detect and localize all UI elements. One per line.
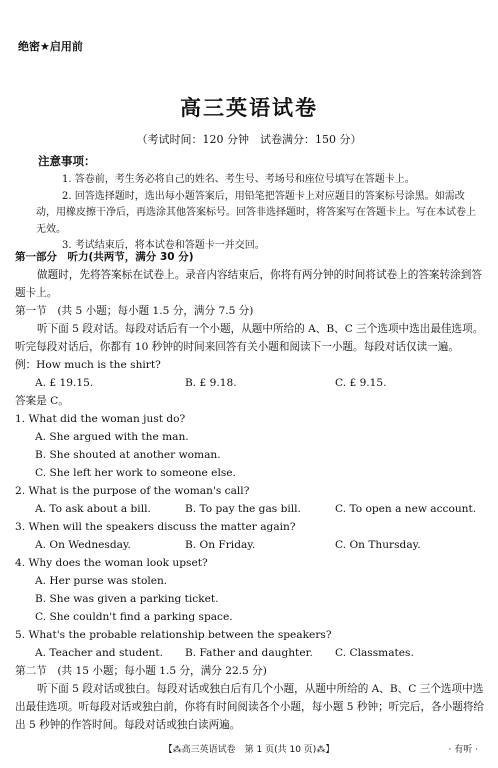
option-a: A. £ 19.15. xyxy=(35,377,94,389)
section2-heading: 第二节 (共 15 小题；每小题 1.5 分，满分 22.5 分) xyxy=(15,665,267,677)
option-c: C. On Thursday. xyxy=(335,539,421,551)
option-b: B. On Friday. xyxy=(185,539,256,551)
option-b: B. Father and daughter. xyxy=(185,647,313,659)
option-c: C. £ 9.15. xyxy=(335,377,387,389)
q2-options xyxy=(15,500,485,518)
q4-option-c: C. She couldn't find a parking space. xyxy=(35,611,233,623)
option-a: A. To ask about a bill. xyxy=(35,503,151,515)
q1-option-b: B. She shouted at another woman. xyxy=(35,449,221,461)
example-answer: 答案是 C。 xyxy=(15,395,69,407)
q3-options xyxy=(15,536,485,554)
option-b: B. To pay the gas bill. xyxy=(185,503,301,515)
question-2: 2. What is the purpose of the woman's call? xyxy=(15,485,250,497)
example-question: 例：How much is the shirt? xyxy=(15,359,161,371)
part1-heading: 第一部分 听力(共两节，满分 30 分) xyxy=(15,251,194,263)
part1-listening xyxy=(15,248,485,734)
q5-options xyxy=(15,644,485,662)
notice-item: 2. 回答选择题时，选出每小题答案后，用铅笔把答题卡上对应题目的答案标号涂黑。如需改动，用橡皮擦干净后，再选涂其他答案标号。回答非选择题时，将答案写在答题卡上。写在本试卷上无效。 xyxy=(36,190,476,235)
notice-heading: 注意事项： xyxy=(38,154,96,168)
notice-list xyxy=(36,172,484,255)
example-options xyxy=(15,374,485,392)
question-3: 3. When will the speakers discuss the matter again? xyxy=(15,521,296,533)
q1-option-c: C. She left her work to someone else. xyxy=(35,467,236,479)
section1-intro: 听下面 5 段对话。每段对话后有一个小题，从题中所给的 A、B、C 三个选项中选出最佳选项。听完每段对话后，你都有 10 秒钟的时间来回答有关小题和阅读下一小题。每段对话仅读一遍。 xyxy=(15,323,484,353)
option-a: A. Teacher and student. xyxy=(35,647,163,659)
q1-option-a: A. She argued with the man. xyxy=(35,431,189,443)
question-1: 1. What did the woman just do? xyxy=(15,413,186,425)
exam-title: 高三英语试卷 xyxy=(180,96,318,120)
option-b: B. £ 9.18. xyxy=(185,377,237,389)
section1-heading: 第一节 (共 5 小题；每小题 1.5 分，满分 7.5 分) xyxy=(15,305,254,317)
footer-watermark: · 有听 · xyxy=(448,745,478,755)
q4-option-b: B. She was given a parking ticket. xyxy=(35,593,219,605)
q4-option-a: A. Her purse was stolen. xyxy=(35,575,168,587)
part1-intro: 做题时，先将答案标在试卷上。录音内容结束后，你将有两分钟的时间将试卷上的答案转涂到答题卡上。 xyxy=(15,269,482,299)
notice-item: 1. 答卷前，考生务必将自己的姓名、考生号、考场号和座位号填写在答题卡上。 xyxy=(62,174,415,185)
option-c: C. To open a new account. xyxy=(335,503,477,515)
exam-subtitle: （考试时间：120 分钟 试卷满分：150 分） xyxy=(136,133,362,146)
question-4: 4. Why does the woman look upset? xyxy=(15,557,208,569)
confidential-mark: 绝密★启用前 xyxy=(18,40,83,53)
notice-item: 3. 考试结束后，将本试卷和答题卡一并交回。 xyxy=(62,240,265,251)
question-5: 5. What's the probable relationship between the speakers? xyxy=(15,629,332,641)
section2-intro: 听下面 5 段对话或独白。每段对话或独白后有几个小题，从题中所给的 A、B、C 三个选项中选出最佳选项。听每段对话或独白前，你将有时间阅读各个小题，每小题 5 秒钟；听完后，各小题将给出 5 秒钟的作答时间。每段对话或独白读两遍。 xyxy=(15,683,485,731)
option-a: A. On Wednesday. xyxy=(35,539,131,551)
page-footer: 【⁂高三英语试卷 第 1 页(共 10 页)⁂】 xyxy=(163,745,335,755)
option-c: C. Classmates. xyxy=(335,647,414,659)
